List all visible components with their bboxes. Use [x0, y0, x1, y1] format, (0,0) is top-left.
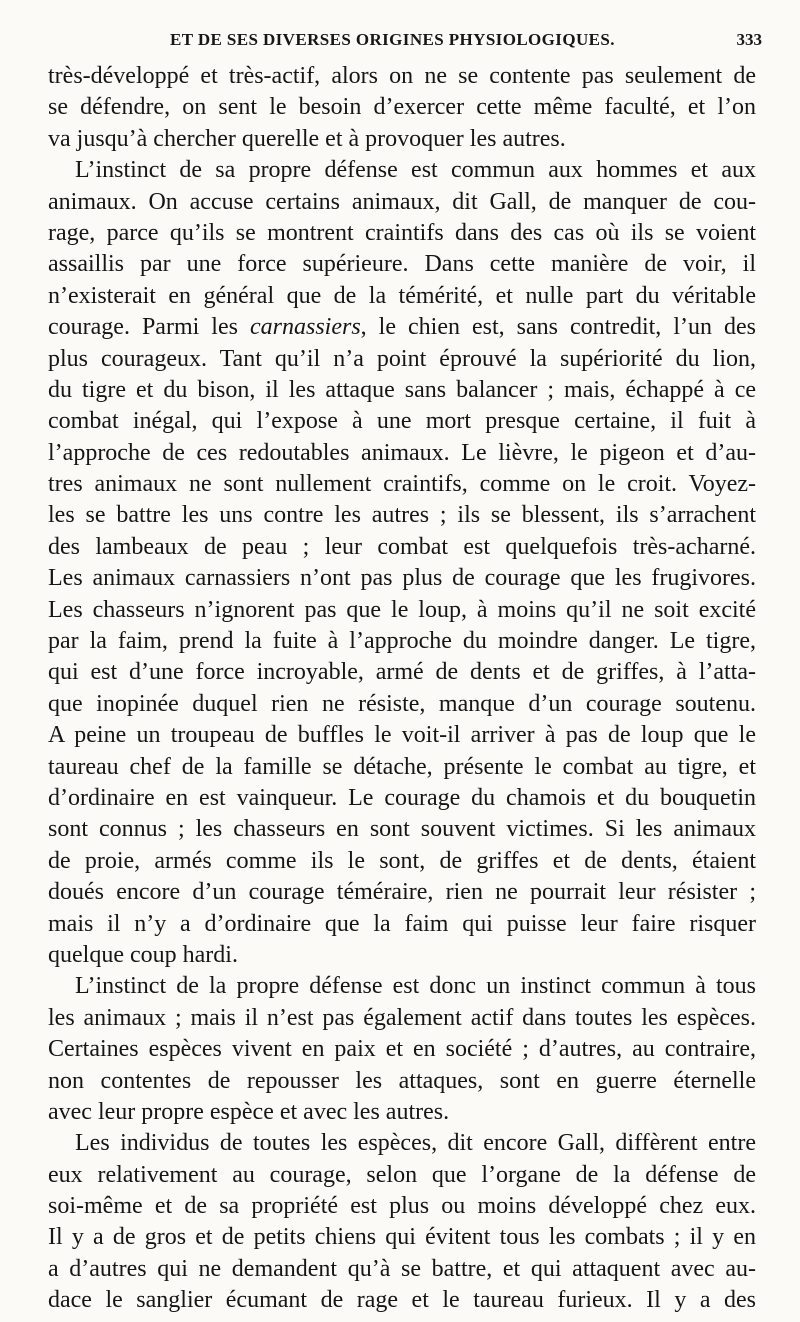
text-line: n’existerait en général que de la témérité, et nulle part du véritable [48, 282, 756, 309]
text-line: L’instinct de la propre défense est donc un instinct commun à tous [75, 973, 756, 1000]
text-line: taureau chef de la famille se détache, présente le combat au tigre, et [48, 753, 756, 780]
text-line: tres animaux ne sont nullement craintifs, comme on le croit. Voyez- [48, 471, 756, 498]
text-line: que inopinée duquel rien ne résiste, manque d’un courage soutenu. [48, 690, 756, 717]
text-line: qui est d’une force incroyable, armé de dents et de griffes, à l’atta- [48, 659, 756, 686]
body-text [48, 61, 756, 1317]
text-line: quelque coup hardi. [48, 941, 238, 968]
text-line: de proie, armés comme ils le sont, de griffes et de dents, étaient [48, 847, 756, 874]
text-line: d’ordinaire en est vainqueur. Le courage du chamois et du bouquetin [48, 784, 756, 811]
text-line: doués encore d’un courage téméraire, rien ne pourrait leur résister ; [48, 879, 756, 906]
text-line: les se battre les uns contre les autres ; ils se blessent, ils s’arrachent [48, 502, 756, 529]
text-line: Les individus de toutes les espèces, dit encore Gall, diffèrent entre [75, 1130, 756, 1157]
text-line: Il y a de gros et de petits chiens qui évitent tous les combats ; il y en [48, 1224, 756, 1251]
text-line: avec leur propre espèce et avec les autres. [48, 1098, 450, 1125]
text-line: des lambeaux de peau ; leur combat est quelquefois très-acharné. [48, 533, 756, 560]
text-line: animaux. On accuse certains animaux, dit Gall, de manquer de cou- [48, 188, 756, 215]
text-line: va jusqu’à chercher querelle et à provoquer les autres. [48, 125, 566, 152]
text-line: les animaux ; mais il n’est pas également actif dans toutes les espèces. [48, 1004, 756, 1031]
italic-term: carnassiers [249, 314, 361, 341]
text-line: A peine un troupeau de buffles le voit-il arriver à pas de loup que le [48, 722, 756, 749]
text-line: mais il n’y a d’ordinaire que la faim qui puisse leur faire risquer [48, 910, 756, 937]
running-title: ET DE SES DIVERSES ORIGINES PHYSIOLOGIQUES. [170, 30, 615, 49]
page-number: 333 [736, 30, 762, 49]
text-line: combat inégal, qui l’expose à une mort presque certaine, il fuit à [48, 408, 756, 435]
text-line: Les animaux carnassiers n’ont pas plus de courage que les frugivores. [48, 565, 756, 592]
text-line: par la faim, prend la fuite à l’approche du moindre danger. Le tigre, [48, 628, 756, 655]
paragraph-4 [48, 1128, 756, 1316]
paragraph-1 [48, 61, 756, 155]
text-line: l’approche de ces redoutables animaux. Le lièvre, le pigeon et d’au- [48, 439, 756, 466]
text-line: rage, parce qu’ils se montrent craintifs dans des cas où ils se voient [48, 219, 756, 246]
text-line: L’instinct de sa propre défense est commun aux hommes et aux [75, 157, 756, 184]
text-line: Certaines espèces vivent en paix et en société ; d’autres, au contraire, [48, 1036, 756, 1063]
running-header [38, 30, 762, 54]
text-line: eux relativement au courage, selon que l’organe de la défense de [48, 1161, 756, 1188]
text-line: non contentes de repousser les attaques, sont en guerre éternelle [48, 1067, 756, 1094]
text-line: du tigre et du bison, il les attaque sans balancer ; mais, échappé à ce [48, 376, 756, 403]
text-line: sont connus ; les chasseurs en sont souvent victimes. Si les animaux [48, 816, 756, 843]
text-line: Les chasseurs n’ignorent pas que le loup, à moins qu’il ne soit excité [48, 596, 756, 623]
text-line: soi-même et de sa propriété est plus ou moins développé chez eux. [48, 1193, 756, 1220]
text-line: assaillis par une force supérieure. Dans cette manière de voir, il [48, 251, 756, 278]
paragraph-2 [48, 155, 756, 971]
text-line: se défendre, on sent le besoin d’exercer cette même faculté, et l’on [48, 94, 756, 121]
text-line: plus courageux. Tant qu’il n’a point éprouvé la supériorité du lion, [48, 345, 756, 372]
text-line: a d’autres qui ne demandent qu’à se battre, et qui attaquent avec au- [48, 1255, 756, 1282]
text-line: dace le sanglier écumant de rage et le taureau furieux. Il y a des [48, 1287, 756, 1314]
paragraph-3 [48, 971, 756, 1128]
text-line: très-développé et très-actif, alors on ne se contente pas seulement de [48, 63, 756, 89]
text-line-with-italic: courage. Parmi les carnassiers, le chien est, sans contredit, l’un des [48, 314, 756, 341]
